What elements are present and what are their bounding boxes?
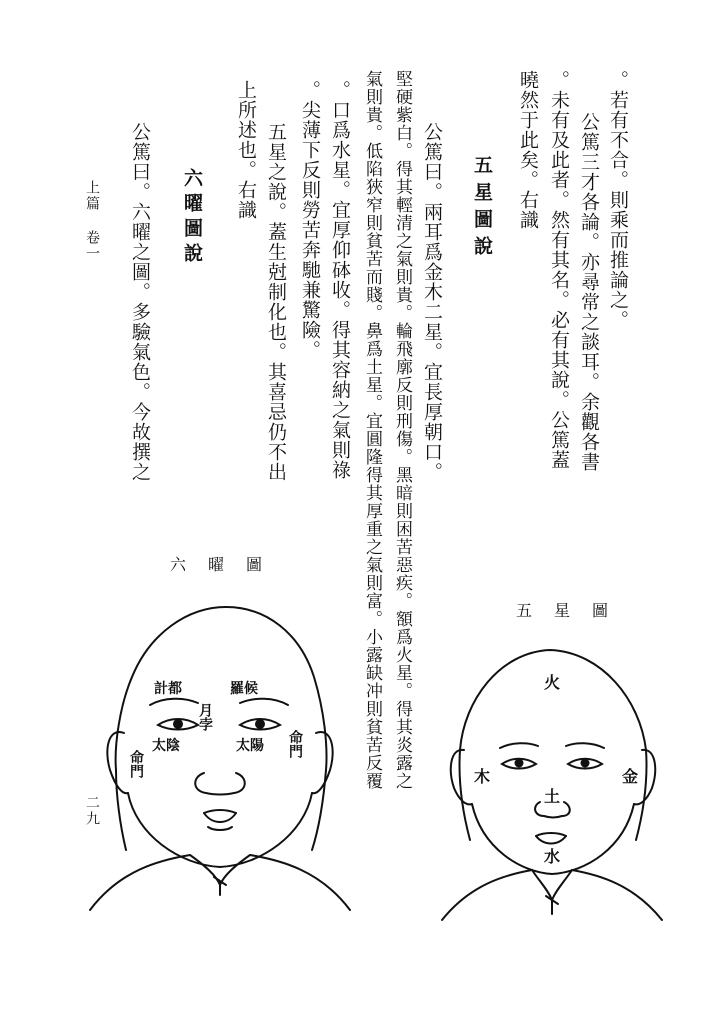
text-column-11: 五星之說。蓋生尅制化也。其喜忌仍不出 [265, 122, 287, 482]
wuxing-caption: 五星圖 [516, 601, 631, 620]
collar-button [214, 877, 226, 895]
wuxing-face-figure [440, 630, 680, 922]
text-column-4: 曉然于此矣。右識 [517, 70, 539, 230]
text-column-10: 。尖薄下反則勞苦奔馳兼驚險。 [299, 80, 321, 360]
text-column-3: 。未有及此者。然有其名。必有其說。公篤蓋 [548, 70, 570, 470]
left-brow [500, 743, 538, 748]
label-tu: 土 [544, 787, 561, 806]
label-luohou: 羅候 [230, 681, 258, 697]
running-head: 上篇 卷一 [84, 180, 100, 262]
mouth-lower [536, 836, 566, 844]
text-column-9: 。口爲水星。宜厚仰砵收。得其容納之氣則祿 [329, 80, 351, 480]
liuyao-heading: 六曜圖說 [181, 168, 203, 268]
right-brow [240, 699, 288, 705]
text-column-2: 公篤三才各論。亦尋常之談耳。余觀各書 [578, 112, 600, 472]
mouth-upper [536, 833, 566, 836]
text-column-14: 公篤曰。六曜之圖。多驗氣色。今故撰之 [129, 122, 151, 482]
text-column-7: 堅硬紫白。得其輕清之氣則貴。輪飛廓反則刑傷。黑暗則困苦惡疾。額爲火星。得其炎露之 [392, 70, 412, 790]
label-jidu: 計都 [154, 681, 182, 697]
left-ear [107, 732, 128, 793]
page-number: 二九 [84, 795, 100, 827]
mouth-upper [204, 810, 236, 813]
right-brow [566, 743, 604, 748]
label-yuebei: 月孛 [197, 703, 213, 731]
right-ear [312, 732, 333, 793]
text-column-1: 。若有不合。則乘而推論之。 [607, 70, 629, 330]
label-huo: 火 [544, 673, 561, 692]
nose [195, 773, 245, 795]
left-brow [150, 699, 198, 705]
liuyao-face-figure [80, 585, 360, 920]
text-column-12: 上所述也。右識 [235, 80, 257, 220]
chin-line [208, 827, 232, 830]
label-taiyang: 太陽 [236, 738, 264, 754]
head-outline [116, 607, 327, 850]
label-jin: 金 [622, 767, 639, 786]
label-mingmen-left: 命門 [128, 750, 144, 778]
mouth-lower [204, 813, 236, 822]
label-taiyin: 太陰 [152, 738, 180, 754]
text-column-8: 氣則貴。低陷狹窄則貧苦而賤。鼻爲土星。宜圓隆得其厚重之氣則富。小露缺冲則貧苦反覆 [362, 70, 382, 790]
label-mingmen-right: 命門 [287, 730, 303, 758]
liuyao-caption: 六曜圖 [170, 555, 285, 574]
label-mu: 木 [474, 767, 491, 786]
text-column-6: 公篤曰。兩耳爲金木二星。宜長厚朝口。 [421, 122, 443, 482]
label-shui: 水 [544, 847, 561, 866]
wuxing-heading: 五星圖說 [471, 155, 493, 263]
